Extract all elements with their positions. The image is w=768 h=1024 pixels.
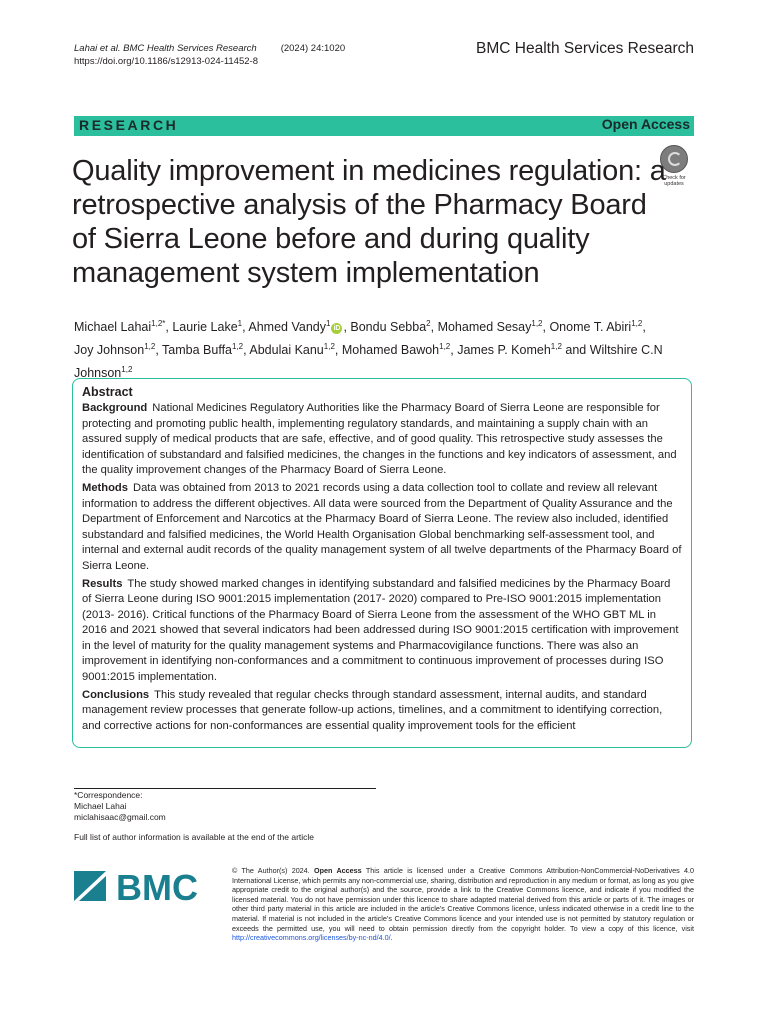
abstract-background [82,401,682,479]
author-affiliation: 1 [237,319,243,328]
author-list: Michael Lahai$^{1,2*}$, Laurie Lake$^1$, Ahmed Vandy$^1$iD , Bondu Sebba$^2$, Mohamed Sesay$^{1,2}$, Onome T. Abiri$^{1,2}$, Joy Johnson$^{1,2}$, Tamba Buffa$^{1,2}$, Abdulai Kanu$^{1,2}$, Mohamed Bawoh$^{1,2}$, James P. Komeh$^{1,2}$ and Wiltshire C.N Johnson$^{1,2}$ [74,319,663,381]
license-link[interactable]: http://creativecommons.org/licenses/by-nc-nd/4.0/ [232,933,391,943]
open-access-label: Open Access [601,116,690,132]
running-header [74,42,345,68]
author-name: Joy Johnson$^{1,2}$ [74,342,156,358]
author-name: James P. Komeh$^{1,2}$ [457,342,562,358]
author-name: Bondu Sebba$^2$ [350,319,431,335]
section-text: This study revealed that regular checks through standard assessment, internal audits, and standard management review processes that generate follow-up actions, timelines, and a commitment to identifying correction, and corrective actions for non-conformances are essential quality improvement tools for the efficient [82,688,663,732]
orcid-icon[interactable]: iD [333,325,341,333]
author-affiliation: 1,2 [550,342,562,352]
author-name: Laurie Lake$^1$ [172,319,243,335]
correspondence-label: *Correspondence: [74,790,143,800]
author-affiliation: 1,2 [531,319,543,328]
author-info-note: Full list of author information is available at the end of the article [74,832,315,842]
license-body: This article is licensed under a Creative Commons Attribution-NonCommercial-NoDerivatives 4.0 International License, which permits any non-commercial use, sharing, distribution and reproduction in any medium or format, as long as you give appropriate credit to the original author(s) and the source, provide a link to the Creative Commons licence, and indicate if you modified the licensed material. You do not have permission under this licence to share adapted material derived from this article or parts of it. The images or other third party material in this article are included in the article’s Creative Commons licence, unless indicated otherwise in a credit line to the material. If material is not included in the article’s Creative Commons licence and your intended use is not permitted by statutory regulation or exceeds the permitted use, you will need to obtain permission directly from the copyright holder. To view a copy of this licence, visit [232,866,694,933]
author-name: Onome T. Abiri$^{1,2}$ [549,319,643,335]
section-text: The study showed marked changes in identifying substandard and falsified medicines by the Pharmacy Board of Sierra Leone during ISO 9001:2015 implementation (2017- 2020) compared to Pre-ISO 9001:2015 implementation (2013- 2016). Critical functions of the Pharmacy Board of Sierra Leone from the assessment of the WHO GBT ML in 2016 and 2021 showed that several indicators had been addressed during ISO 9001:2015 certification with improvement in the level of maturity for the quality management systems and Pharmacovigilance functions. There was also an improvement in identifying non-conformances and a commitment to continuous improvement of processes during ISO 9001:2015 implementation. [82,577,679,683]
abstract-methods [82,481,682,574]
abstract-conclusions [82,688,682,735]
journal-name: BMC Health Services Research [476,40,694,57]
author-affiliation: 1,2 [439,342,451,352]
author-affiliation: 1,2 [144,342,156,352]
bmc-logo [74,868,214,904]
author-affiliation: 1,2 [323,342,335,352]
correspondence-email[interactable]: miclahisaac@gmail.com [74,812,166,822]
section-label: Conclusions [82,688,150,701]
abstract-heading: Abstract [82,385,133,399]
correspondence-name: Michael Lahai [74,801,127,811]
author-name: Tamba Buffa$^{1,2}$ [162,342,244,358]
author-affiliation: 1 [325,319,331,328]
article-type-label: RESEARCH [79,117,179,133]
section-label: Results [82,577,123,590]
abstract-results [82,577,682,686]
copyright-line: © The Author(s) 2024. [232,866,310,875]
journal-citation: Lahai et al. BMC Health Services Research [74,43,257,54]
author-affiliation: 2 [426,319,431,328]
author-name: Mohamed Bawoh$^{1,2}$ [341,342,451,358]
section-label: Methods [82,482,128,494]
author-affiliation: 1,2* [151,319,166,328]
article-type-banner [74,116,694,136]
section-text: National Medicines Regulatory Authorities like the Pharmacy Board of Sierra Leone are responsible for protecting and promoting public health, implementing regulatory standards, and maintaining a supply chain with an assured supply of medical products that are safe, effective, and of good quality. This retrospective study assesses the identification of substandard and falsified medicines, the changes in the functions and key indicators of assessment, and the quality improvement changes of the Pharmacy Board of Sierra Leone. [82,402,677,476]
correspondence-block [74,790,166,823]
author-name: Wiltshire C.N Johnson$^{1,2}$ [74,343,663,381]
abstract-box [72,378,692,748]
volume-info: (2024) 24:1020 [280,43,346,54]
license-statement: © The Author(s) 2024. Open Access This article is licensed under a Creative Commons Attribution-NonCommercial-NoDerivatives 4.0 International License, which permits any non-commercial use, sharing, distribution and reproduction in any medium or format, as long as you give appropriate credit to the original author(s) and the source, provide a link to the Creative Commons licence, and indicate if you modified the licensed material. You do not have permission under this licence to share adapted material derived from this article or parts of it. The images or other third party material in this article are included in the article’s Creative Commons licence, unless indicated otherwise in a credit line to the material. If material is not included in the article’s Creative Commons licence and your intended use is not permitted by statutory regulation or exceeds the permitted use, you will need to obtain permission directly from the copyright holder. To view a copy of this licence, visit http://creativecommons.org/licenses/by-nc-nd/4.0/. [232,866,694,943]
article-title: Quality improvement in medicines regulation: a retrospective analysis of the Pharmacy Board of Sierra Leone before and during quality management system implementation [72,155,666,289]
author-affiliation: 1,2 [232,342,244,352]
author-name: Abdulai Kanu$^{1,2}$ [249,342,335,358]
author-name: Michael Lahai$^{1,2*}$ [74,319,166,335]
author-name: Ahmed Vandy$^1$ [248,319,331,335]
svg-text:BMC: BMC [116,868,198,904]
author-name: Mohamed Sesay$^{1,2}$ [437,319,543,335]
open-access-note: Open Access [314,866,362,875]
section-label: Background [82,402,148,414]
footnote-divider [74,788,376,789]
author-affiliation: 1,2 [631,319,643,328]
bmc-logo-icon [74,868,214,904]
doi-link[interactable]: https://doi.org/10.1186/s12913-024-11452-8 [74,56,258,67]
author-affiliation: 1,2 [121,365,133,375]
section-text: Data was obtained from 2013 to 2021 records using a data collection tool to collate and review all relevant information to address the different objectives. All data were sourced from the Department of Quality Assurance and the Department of Enforcement and Narcotics at the Pharmacy Board of Sierra Leone. The review also included, identified substandard and falsified medicines, the World Health Organisation Global benchmarking self-assessment tool, and internal and external audit records of the quality management system of all twelve departments of the Pharmacy Board of Sierra Leone. [82,482,682,572]
check-updates-label: Check for updates [662,175,686,187]
